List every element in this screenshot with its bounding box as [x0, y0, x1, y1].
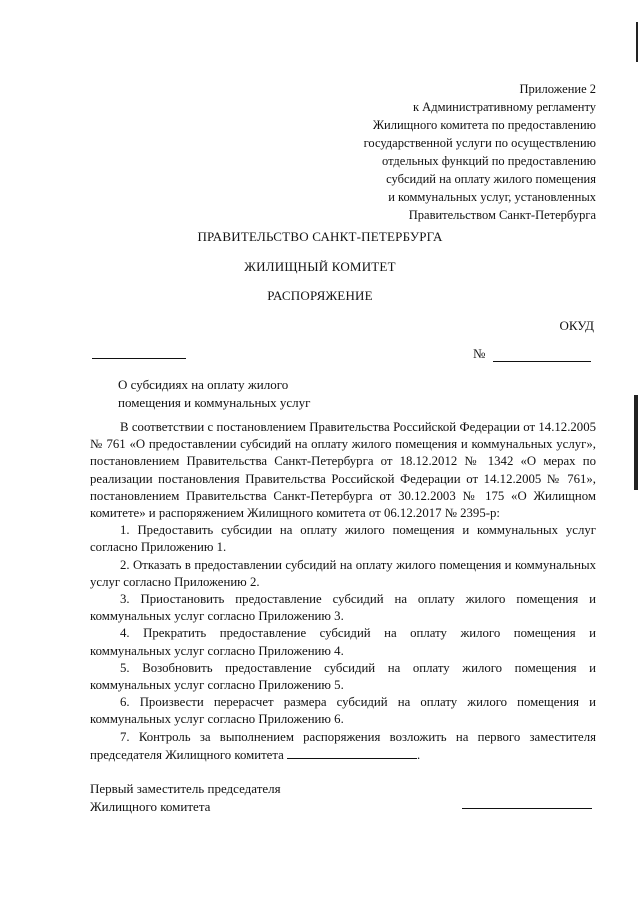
order-item: 1. Предоставить субсидии на оплату жилого помещения и коммунальных услуг согласно Приложению 1. — [90, 523, 596, 555]
subject-line: О субсидиях на оплату жилого — [118, 377, 289, 392]
appendix-line: и коммунальных услуг, установленных — [388, 190, 596, 204]
signature-blank-line — [462, 808, 592, 809]
signatory-line: Жилищного комитета — [90, 799, 211, 814]
appendix-line: отдельных функций по предоставлению — [382, 154, 596, 168]
order-item: 2. Отказать в предоставлении субсидий на оплату жилого помещения и коммунальных услуг согласно Приложению 2. — [90, 557, 596, 589]
appendix-line: Приложение 2 — [519, 82, 596, 96]
order-item-7 — [90, 729, 596, 764]
scan-edge-mark — [636, 22, 638, 62]
document-subject — [118, 376, 311, 412]
preamble-paragraph: В соответствии с постановлением Правительства Российской Федерации от 14.12.2005 № 761 «О предоставлении субсидий на оплату жилого помещения и коммунальных услуг», постановлением Правительства Санкт-Петербурга от 18.12.2012 № 1342 «О мерах по реализации постановления Правительства Российской Федерации от 14.12.2005 № 761», постановлением Правительства Санкт-Петербурга от 30.12.2003 № 175 «О Жилищном комитете» и распоряжением Жилищного комитета от 06.12.2017 № 2395-р: — [90, 420, 596, 521]
subject-line: помещения и коммунальных услуг — [118, 395, 311, 410]
scan-edge-mark — [634, 395, 638, 490]
signatory-line: Первый заместитель председателя — [90, 781, 281, 796]
okud-label: ОКУД — [559, 318, 594, 333]
order-item: 6. Произвести перерасчет размера субсидий на оплату жилого помещения и коммунальных услуг согласно Приложению 6. — [90, 695, 596, 727]
order-item: 5. Возобновить предоставление субсидий на оплату жилого помещения и коммунальных услуг согласно Приложению 5. — [90, 660, 596, 693]
appendix-line: к Административному регламенту — [412, 100, 596, 114]
appendix-line: субсидий на оплату жилого помещения — [386, 172, 596, 186]
government-title: ПРАВИТЕЛЬСТВО САНКТ-ПЕТЕРБУРГА — [197, 229, 443, 244]
document-type: РАСПОРЯЖЕНИЕ — [267, 288, 373, 303]
order-item: 3. Приостановить предоставление субсидий на оплату жилого помещения и коммунальных услуг согласно Приложению 3. — [90, 592, 596, 624]
number-sign: № — [473, 346, 486, 361]
order-item-7-suffix: . — [416, 747, 421, 762]
appendix-line: государственной услуги по осуществлению — [363, 136, 596, 150]
appendix-header — [266, 80, 596, 224]
appendix-line: Правительством Санкт-Петербурга — [408, 208, 596, 222]
date-blank-line — [92, 358, 186, 359]
name-blank-line — [287, 746, 417, 759]
signatory-title — [90, 780, 281, 816]
committee-title: ЖИЛИЩНЫЙ КОМИТЕТ — [244, 259, 396, 274]
document-number — [473, 346, 591, 362]
appendix-line: Жилищного комитета по предоставлению — [372, 118, 596, 132]
document-body — [90, 419, 596, 764]
order-item: 4. Прекратить предоставление субсидий на оплату жилого помещения и коммунальных услуг согласно Приложению 4. — [90, 626, 596, 658]
number-blank-line — [493, 349, 591, 362]
order-item-7-text: 7. Контроль за выполнением распоряжения возложить на первого заместителя председателя Жилищного комитета — [90, 729, 596, 762]
